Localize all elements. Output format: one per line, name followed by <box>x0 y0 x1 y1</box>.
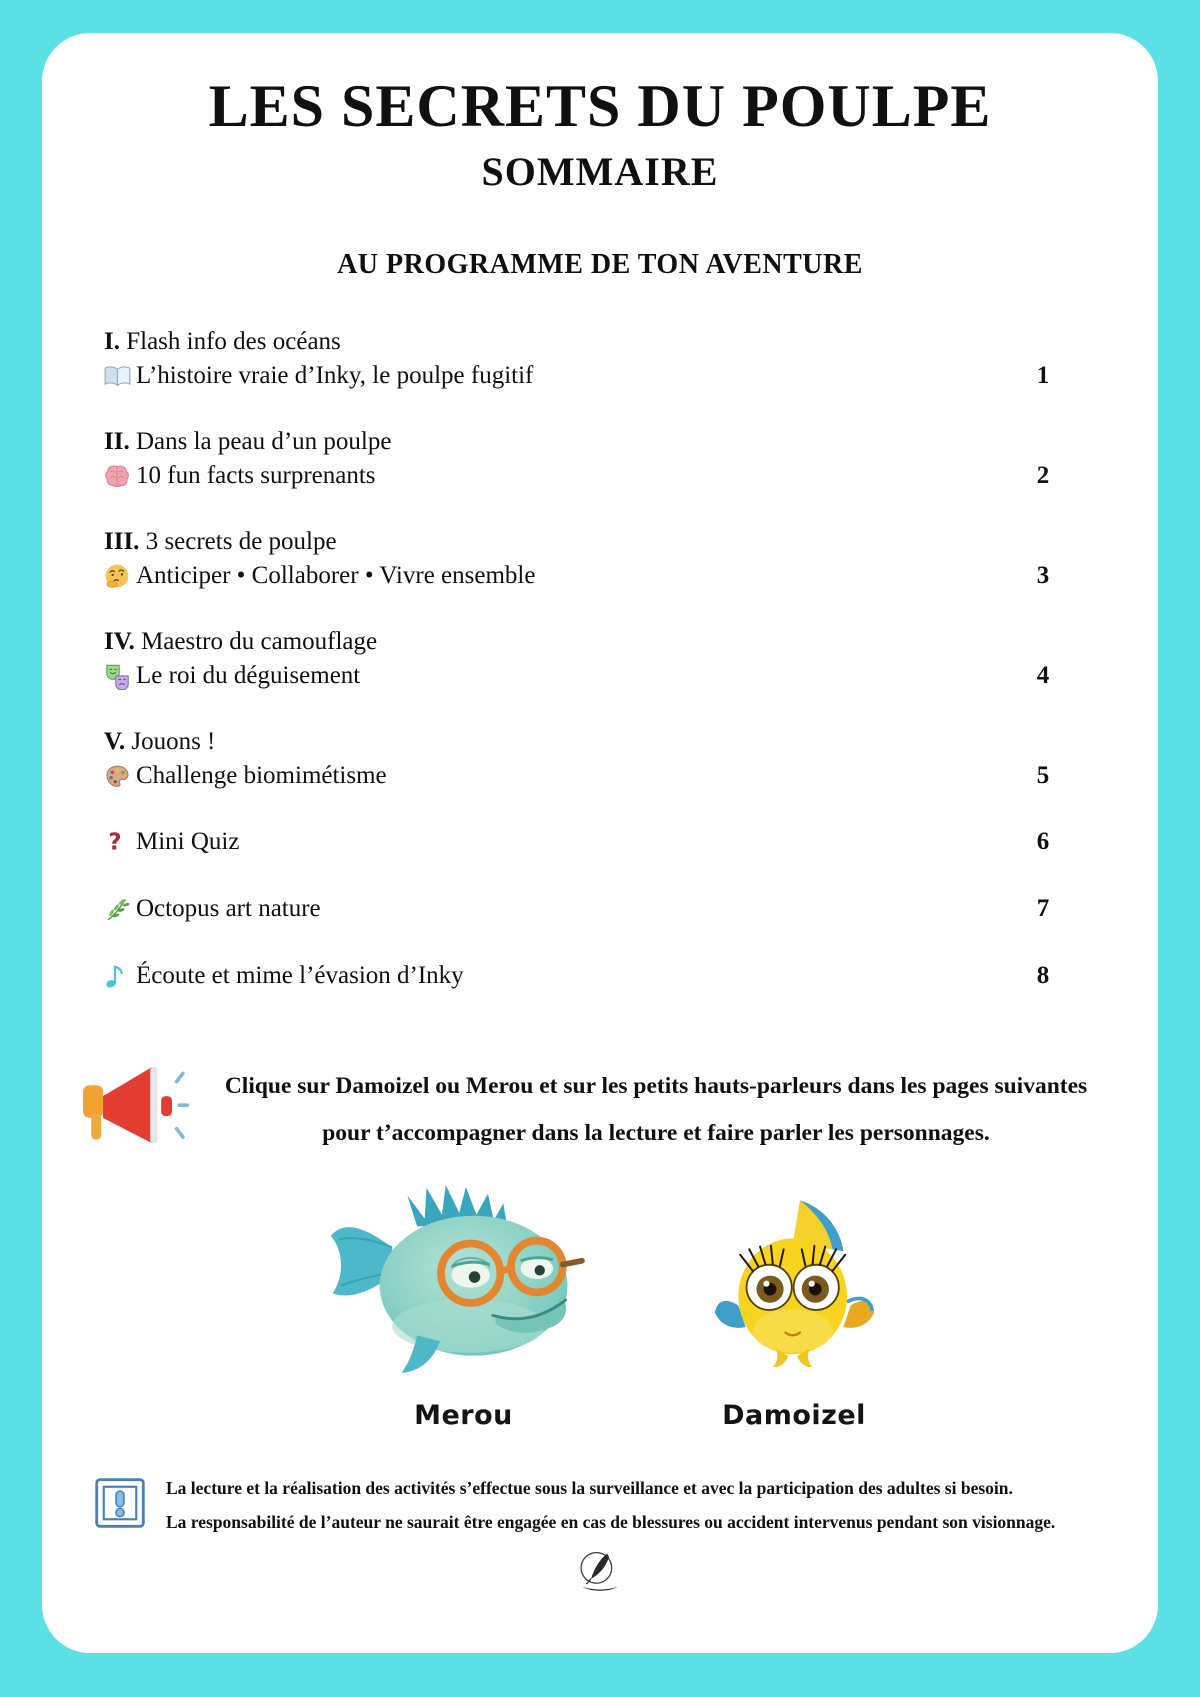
entry-label: Écoute et mime l’évasion d’Inky <box>136 962 464 989</box>
instruction-banner <box>74 1061 1118 1158</box>
theater-masks-icon <box>104 663 136 690</box>
toc-section-heading <box>104 725 1058 759</box>
music-note-icon <box>104 963 136 989</box>
toc-entry <box>104 559 1058 593</box>
thinking-face-icon <box>104 563 136 589</box>
page-number: 5 <box>1036 762 1050 789</box>
toc-entry <box>104 459 1058 493</box>
page-number: 1 <box>1036 362 1050 389</box>
warning-frame-icon <box>94 1477 146 1534</box>
toc-section-heading <box>104 425 1058 459</box>
section-numeral: I. <box>104 328 120 355</box>
entry-label: Le roi du déguisement <box>136 662 361 689</box>
entry-label: 10 fun facts surprenants <box>136 462 376 489</box>
entry-label: Anticiper • Collaborer • Vivre ensemble <box>136 562 536 589</box>
toc-item-listen <box>104 959 1058 993</box>
logo-row <box>42 1549 1158 1599</box>
page-number: 8 <box>1036 962 1050 989</box>
toc-section-heading <box>104 625 1058 659</box>
toc-section-2 <box>104 425 1058 493</box>
toc-section-5 <box>104 725 1058 793</box>
entry-label: Octopus art nature <box>136 895 321 922</box>
question-glyph: ? <box>108 829 122 855</box>
merou-fish-image[interactable] <box>325 1180 603 1382</box>
page-number: 7 <box>1036 895 1050 922</box>
toc-item-quiz <box>104 825 1058 859</box>
document-page <box>42 33 1158 1653</box>
instruction-line-2: pour t’accompagner dans la lecture et faire parler les personnages. <box>322 1119 990 1146</box>
question-mark-icon <box>104 829 136 855</box>
section-title: Jouons ! <box>131 728 216 755</box>
program-heading: AU PROGRAMME DE TON AVENTURE <box>337 249 863 280</box>
character-name-damoizel[interactable]: Damoizel <box>722 1400 866 1431</box>
page-subtitle: SOMMAIRE <box>481 149 719 194</box>
entry-label: Challenge biomimétisme <box>136 762 387 789</box>
open-book-icon <box>104 365 136 388</box>
section-title: 3 secrets de poulpe <box>145 528 337 555</box>
section-numeral: IV. <box>104 628 135 655</box>
feather-logo <box>573 1549 627 1599</box>
toc-entry <box>104 659 1058 693</box>
page-number: 4 <box>1036 662 1050 689</box>
character-damoizel[interactable] <box>713 1195 876 1431</box>
instruction-text <box>194 1063 1118 1157</box>
disclaimer-text <box>166 1471 1055 1539</box>
page-number: 6 <box>1036 828 1050 855</box>
characters-row <box>42 1180 1158 1431</box>
toc-section-3 <box>104 525 1058 593</box>
toc-section-1 <box>104 325 1058 393</box>
toc-entry <box>104 759 1058 793</box>
herb-icon <box>104 896 136 922</box>
page-number: 2 <box>1036 462 1050 489</box>
section-title: Dans la peau d’un poulpe <box>135 428 392 455</box>
section-numeral: II. <box>104 428 130 455</box>
toc-entry <box>104 359 1058 393</box>
section-numeral: V. <box>104 728 126 755</box>
section-title: Maestro du camouflage <box>141 628 378 655</box>
disclaimer <box>94 1471 1103 1539</box>
page-title: LES SECRETS DU POULPE <box>208 73 992 139</box>
toc-item-art-nature <box>104 892 1058 926</box>
palette-icon <box>104 764 136 789</box>
section-title: Flash info des océans <box>126 328 341 355</box>
toc-section-4 <box>104 625 1058 693</box>
entry-label: L’histoire vraie d’Inky, le poulpe fugitif <box>136 362 534 389</box>
damoizel-fish-image[interactable] <box>713 1195 876 1372</box>
character-merou[interactable] <box>325 1180 603 1431</box>
entry-label: Mini Quiz <box>136 828 240 855</box>
disclaimer-line-2: La responsabilité de l’auteur ne saurait être engagée en cas de blessures ou accident intervenus pendant son visionnage. <box>166 1512 1056 1533</box>
brain-icon <box>104 464 136 488</box>
megaphone-icon <box>74 1061 194 1158</box>
toc-section-heading <box>104 325 1058 359</box>
toc-section-heading <box>104 525 1058 559</box>
table-of-contents <box>104 325 1058 993</box>
disclaimer-line-1: La lecture et la réalisation des activités s’effectue sous la surveillance et avec la participation des adultes si besoin. <box>166 1478 1013 1498</box>
instruction-line-1: Clique sur Damoizel ou Merou et sur les petits hauts-parleurs dans les pages suivantes <box>224 1072 1088 1099</box>
character-name-merou[interactable]: Merou <box>414 1400 513 1431</box>
section-numeral: III. <box>104 528 140 555</box>
page-number: 3 <box>1036 562 1050 589</box>
